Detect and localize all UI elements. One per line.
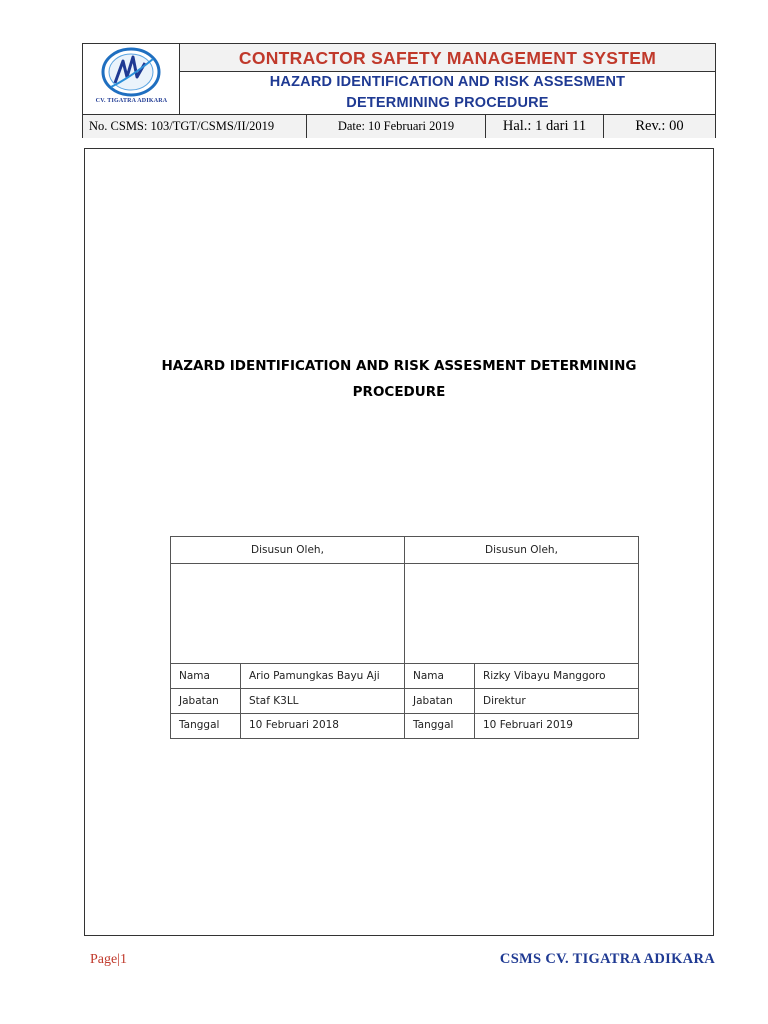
left-position-label: Jabatan xyxy=(179,695,219,707)
right-position-value: Direktur xyxy=(483,695,526,707)
logo-company-name: CV. TIGATRA ADIKARA xyxy=(95,98,168,104)
revision: Rev.: 00 xyxy=(635,118,684,134)
company-logo xyxy=(83,44,180,114)
document-meta-row xyxy=(83,114,715,138)
signature-table xyxy=(170,536,639,739)
tigatra-logo-icon xyxy=(93,47,170,101)
procedure-title-line1: HAZARD IDENTIFICATION AND RISK ASSESMENT xyxy=(269,74,626,90)
right-date-label: Tanggal xyxy=(413,719,454,731)
left-date-label: Tanggal xyxy=(179,719,220,731)
left-name-label: Nama xyxy=(179,670,210,682)
page-number: Page|1 xyxy=(90,952,128,967)
procedure-title xyxy=(180,72,715,114)
system-title: CONTRACTOR SAFETY MANAGEMENT SYSTEM xyxy=(180,44,715,72)
left-name-value: Ario Pamungkas Bayu Aji xyxy=(249,670,380,682)
left-position-value: Staf K3LL xyxy=(249,695,299,707)
right-position-label: Jabatan xyxy=(413,695,453,707)
right-name-label: Nama xyxy=(413,670,444,682)
left-signature-heading: Disusun Oleh, xyxy=(251,544,324,556)
page-count: Hal.: 1 dari 11 xyxy=(486,115,604,138)
document-title-line1: HAZARD IDENTIFICATION AND RISK ASSESMENT DETERMINING xyxy=(161,358,637,374)
right-name-value: Rizky Vibayu Manggoro xyxy=(483,670,606,682)
procedure-title-line2: DETERMINING PROCEDURE xyxy=(346,95,549,111)
document-date: Date: 10 Februari 2019 xyxy=(307,115,486,138)
footer-company: CSMS CV. TIGATRA ADIKARA xyxy=(499,951,715,967)
right-signature-heading: Disusun Oleh, xyxy=(485,544,558,556)
document-title-line2: PROCEDURE xyxy=(352,384,446,400)
document-header xyxy=(82,43,716,138)
document-number: No. CSMS: 103/TGT/CSMS/II/2019 xyxy=(83,115,307,138)
left-date-value: 10 Februari 2018 xyxy=(249,719,339,731)
right-date-value: 10 Februari 2019 xyxy=(483,719,573,731)
document-title xyxy=(84,353,714,405)
